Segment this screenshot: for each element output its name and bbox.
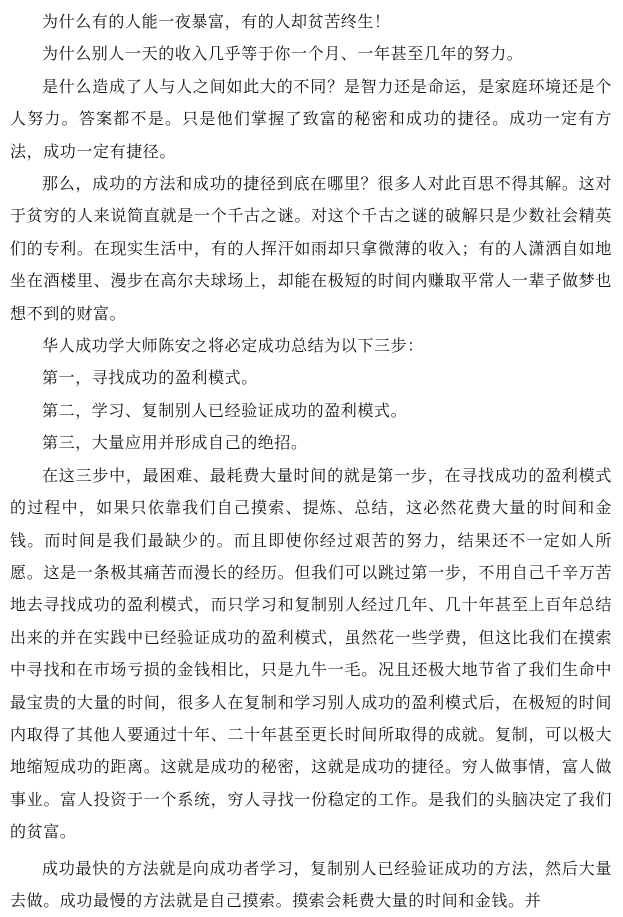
paragraph-hardest-step: 在这三步中，最困难、最耗费大量时间的就是第一步，在寻找成功的盈利模式的过程中，如果只依靠我们自己摸索、提炼、总结，这必然花费大量的时间和金钱。而时间是我们最缺少的。而且即使你经过艰苦的努力，结果还不一定如人所愿。这是一条极其痛苦而漫长的经历。但我们可以跳过第一步，不用自己千辛万苦地去寻找成功的盈利模式，而只学习和复制别人经过几年、几十年甚至上百年总结出来的并在实践中已经验证成功的盈利模式，虽然花一些学费，但这比我们在摸索中寻找和在市场亏损的金钱相比，只是九牛一毛。况且还极大地节省了我们生命中最宝贵的大量的时间，很多人在复制和学习别人成功的盈利模式后，在极短的时间内取得了其他人要通过十年、二十年甚至更长时间所取得的成就。复制，可以极大地缩短成功的距离。这就是成功的秘密，这就是成功的捷径。穷人做事情，富人做事业。富人投资于一个系统，穷人寻找一份稳定的工作。是我们的头脑决定了我们的贫富。 (10, 465, 612, 842)
paragraph-step-one: 第一，寻找成功的盈利模式。 (42, 368, 258, 388)
paragraph-sudden-wealth-question: 为什么有的人能一夜暴富，有的人却贫苦终生！ (42, 12, 391, 31)
paragraph-step-three: 第三，大量应用并形成自己的绝招。 (42, 433, 308, 453)
paragraph-three-steps-intro: 华人成功学大师陈安之将必定成功总结为以下三步： (42, 336, 424, 356)
paragraph-fastest-method: 成功最快的方法就是向成功者学习，复制别人已经验证成功的方法，然后大量去做。成功最慢的方法就是自己摸索。摸索会耗费大量的时间和金钱。并 (10, 858, 612, 910)
paragraph-cause-of-difference: 是什么造成了人与人之间如此大的不同？是智力还是命运，是家庭环境还是个人努力。答案都不是。只是他们掌握了致富的秘密和成功的捷径。成功一定有方法，成功一定有捷径。 (10, 76, 612, 161)
paragraph-income-gap-question: 为什么别人一天的收入几乎等于你一个月、一年甚至几年的努力。 (42, 44, 524, 64)
paragraph-where-is-success: 那么，成功的方法和成功的捷径到底在哪里？很多人对此百思不得其解。这对于贫穷的人来说简直就是一个千古之谜。对这个千古之谜的破解只是少数社会精英们的专利。在现实生活中，有的人挥汗如雨却只拿微薄的收入；有的人潇洒自如地坐在酒楼里、漫步在高尔夫球场上，却能在极短的时间内赚取平常人一辈子做梦也想不到的财富。 (10, 174, 612, 323)
paragraph-step-two: 第二，学习、复制别人已经验证成功的盈利模式。 (42, 400, 408, 420)
